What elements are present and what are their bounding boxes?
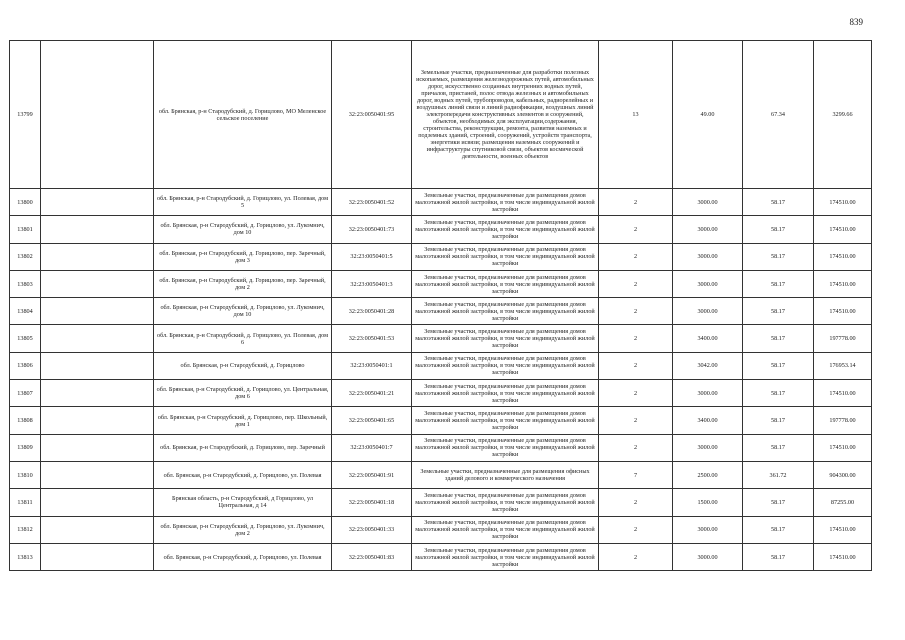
table-row	[10, 243, 872, 270]
cell-cadastral-number: 32:23:0050401:7	[332, 434, 412, 461]
cell-address: обл. Брянская, р-н Стародубский, д. Горицлово	[154, 352, 332, 379]
cell-permitted-use: Земельные участки, предназначенные для размещения домов малоэтажной жилой застройки, в том числе индивидуальной жилой застройки	[412, 543, 599, 570]
cell-record-id: 13802	[10, 243, 41, 270]
cell-empty	[41, 216, 154, 243]
cell-permitted-use: Земельные участки, предназначенные для размещения домов малоэтажной жилой застройки, в том числе индивидуальной жилой застройки	[412, 189, 599, 216]
cell-cadastral-number: 32:23:0050401:3	[332, 270, 412, 297]
cell-area: 3000.00	[673, 243, 743, 270]
cell-cadastral-number: 32:23:0050401:52	[332, 189, 412, 216]
cell-record-id: 13800	[10, 189, 41, 216]
table-row	[10, 407, 872, 434]
table-row	[10, 298, 872, 325]
cell-area: 1500.00	[673, 489, 743, 516]
table-row	[10, 489, 872, 516]
cell-cadastral-number: 32:23:0050401:18	[332, 489, 412, 516]
table-row	[10, 434, 872, 461]
cell-cadastral-number: 32:23:0050401:73	[332, 216, 412, 243]
table-row	[10, 41, 872, 189]
cell-address: обл. Брянская, р-н Стародубский, д. Горицлово, ул. Лукомнич, дом 10	[154, 298, 332, 325]
cell-cadastral-value: 174510.00	[814, 270, 872, 297]
table-row	[10, 461, 872, 488]
cell-area: 3000.00	[673, 216, 743, 243]
cell-area: 3000.00	[673, 543, 743, 570]
cell-address: обл. Брянская, р-н Стародубский, д. Горицлово, МО Меленское сельское поселение	[154, 41, 332, 189]
cell-use-group: 2	[599, 298, 673, 325]
cell-cadastral-value: 87255.00	[814, 489, 872, 516]
cell-cadastral-value: 174510.00	[814, 243, 872, 270]
cell-permitted-use: Земельные участки, предназначенные для размещения домов малоэтажной жилой застройки, в том числе индивидуальной жилой застройки	[412, 516, 599, 543]
cell-address: обл. Брянская, р-н Стародубский, д. Горицлово, ул. Полевая	[154, 461, 332, 488]
cell-record-id: 13808	[10, 407, 41, 434]
cell-empty	[41, 434, 154, 461]
cell-cadastral-value: 3299.66	[814, 41, 872, 189]
table-row	[10, 352, 872, 379]
cell-cadastral-number: 32:23:0050401:91	[332, 461, 412, 488]
cell-cadastral-number: 32:23:0050401:83	[332, 543, 412, 570]
cell-area: 3042.00	[673, 352, 743, 379]
cell-record-id: 13801	[10, 216, 41, 243]
cell-address: Брянская область, р-н Стародубский, д Горицлово, ул Центральная, д 14	[154, 489, 332, 516]
cell-permitted-use: Земельные участки, предназначенные для размещения домов малоэтажной жилой застройки, в том числе индивидуальной жилой застройки	[412, 325, 599, 352]
cell-use-group: 2	[599, 325, 673, 352]
cell-use-group: 2	[599, 407, 673, 434]
cell-cadastral-value: 174510.00	[814, 380, 872, 407]
cell-permitted-use: Земельные участки, предназначенные для размещения офисных зданий делового и коммерческого назначения	[412, 461, 599, 488]
cell-cadastral-value: 174510.00	[814, 543, 872, 570]
table-body	[10, 41, 872, 571]
cell-cadastral-number: 32:23:0050401:33	[332, 516, 412, 543]
cell-specific-value: 58.17	[743, 352, 814, 379]
cell-record-id: 13799	[10, 41, 41, 189]
cell-use-group: 2	[599, 216, 673, 243]
cell-specific-value: 58.17	[743, 543, 814, 570]
cell-specific-value: 361.72	[743, 461, 814, 488]
cell-empty	[41, 189, 154, 216]
table-row	[10, 516, 872, 543]
cell-specific-value: 58.17	[743, 298, 814, 325]
cell-cadastral-value: 174510.00	[814, 189, 872, 216]
cell-empty	[41, 352, 154, 379]
cell-use-group: 2	[599, 489, 673, 516]
cell-permitted-use: Земельные участки, предназначенные для размещения домов малоэтажной жилой застройки, в том числе индивидуальной жилой застройки	[412, 434, 599, 461]
cell-address: обл. Брянская, р-н Стародубский, д. Горицлово, ул. Полевая	[154, 543, 332, 570]
cell-area: 3000.00	[673, 189, 743, 216]
cell-specific-value: 58.17	[743, 270, 814, 297]
cell-record-id: 13806	[10, 352, 41, 379]
cell-empty	[41, 325, 154, 352]
cell-cadastral-value: 174510.00	[814, 434, 872, 461]
cell-cadastral-number: 32:23:0050401:65	[332, 407, 412, 434]
cell-use-group: 2	[599, 434, 673, 461]
cell-specific-value: 58.17	[743, 489, 814, 516]
cell-specific-value: 58.17	[743, 325, 814, 352]
cell-empty	[41, 516, 154, 543]
cell-record-id: 13810	[10, 461, 41, 488]
cell-area: 3000.00	[673, 516, 743, 543]
cadastral-value-table	[9, 40, 872, 571]
cell-use-group: 2	[599, 243, 673, 270]
cell-permitted-use: Земельные участки, предназначенные для размещения домов малоэтажной жилой застройки, в том числе индивидуальной жилой застройки	[412, 243, 599, 270]
cell-empty	[41, 243, 154, 270]
cell-specific-value: 58.17	[743, 380, 814, 407]
cell-cadastral-value: 174510.00	[814, 516, 872, 543]
cell-area: 3400.00	[673, 325, 743, 352]
cell-use-group: 2	[599, 270, 673, 297]
cell-record-id: 13807	[10, 380, 41, 407]
cell-cadastral-number: 32:23:0050401:5	[332, 243, 412, 270]
cell-cadastral-value: 904300.00	[814, 461, 872, 488]
cell-cadastral-value: 174510.00	[814, 298, 872, 325]
cell-use-group: 7	[599, 461, 673, 488]
cell-specific-value: 58.17	[743, 216, 814, 243]
cell-empty	[41, 298, 154, 325]
cell-record-id: 13803	[10, 270, 41, 297]
cell-permitted-use: Земельные участки, предназначенные для размещения домов малоэтажной жилой застройки, в том числе индивидуальной жилой застройки	[412, 216, 599, 243]
cell-cadastral-value: 176953.14	[814, 352, 872, 379]
cell-use-group: 2	[599, 189, 673, 216]
cell-area: 3000.00	[673, 298, 743, 325]
cell-permitted-use: Земельные участки, предназначенные для размещения домов малоэтажной жилой застройки, в том числе индивидуальной жилой застройки	[412, 407, 599, 434]
cell-cadastral-value: 197778.00	[814, 325, 872, 352]
cell-permitted-use: Земельные участки, предназначенные для размещения домов малоэтажной жилой застройки, в том числе индивидуальной жилой застройки	[412, 380, 599, 407]
table-row	[10, 216, 872, 243]
cell-record-id: 13812	[10, 516, 41, 543]
table-row	[10, 270, 872, 297]
cell-permitted-use: Земельные участки, предназначенные для разработки полезных ископаемых, размещения железнодорожных путей, автомобильных дорог, искусственно созданных внутренних водных путей, причалов, пристаней, полос отвода железных и автомобильных дорог, водных путей, трубопроводов, кабельных, радиорелейных и воздушных линий связи и линий радиофикации, воздушных линий электропередачи конструктивных элементов и сооружений, объектов, необходимых для эксплуатации,содержания, строительства, реконструкции, ремонта, развития наземных и подземных зданий, строений, сооружений, устройств транспорта, энергетики исвязи; размещения наземных сооружений и инфраструктуры спутниковой связи, объектов космической деятельности, военных объектов	[412, 41, 599, 189]
cell-empty	[41, 41, 154, 189]
cell-cadastral-value: 197778.00	[814, 407, 872, 434]
cell-address: обл. Брянская, р-н Стародубский, д. Горицлово, ул. Лукомнич, дом 10	[154, 216, 332, 243]
cell-permitted-use: Земельные участки, предназначенные для размещения домов малоэтажной жилой застройки, в том числе индивидуальной жилой застройки	[412, 352, 599, 379]
cell-empty	[41, 270, 154, 297]
cell-record-id: 13805	[10, 325, 41, 352]
cell-empty	[41, 489, 154, 516]
cell-area: 3400.00	[673, 407, 743, 434]
cell-record-id: 13804	[10, 298, 41, 325]
cell-permitted-use: Земельные участки, предназначенные для размещения домов малоэтажной жилой застройки, в том числе индивидуальной жилой застройки	[412, 298, 599, 325]
cell-cadastral-value: 174510.00	[814, 216, 872, 243]
cell-address: обл. Брянская, р-н Стародубский, д. Горицлово, пер. Заречный	[154, 434, 332, 461]
cell-empty	[41, 461, 154, 488]
table-row	[10, 543, 872, 570]
page-number: 839	[849, 17, 863, 27]
cell-address: обл. Брянская, р-н Стародубский, д. Горицлово, ул. Полевая, дом 6	[154, 325, 332, 352]
cell-record-id: 13813	[10, 543, 41, 570]
cell-specific-value: 58.17	[743, 516, 814, 543]
cell-address: обл. Брянская, р-н Стародубский, д. Горицлово, ул. Лукомнич, дом 2	[154, 516, 332, 543]
cell-permitted-use: Земельные участки, предназначенные для размещения домов малоэтажной жилой застройки, в том числе индивидуальной жилой застройки	[412, 489, 599, 516]
cell-use-group: 13	[599, 41, 673, 189]
cell-area: 49.00	[673, 41, 743, 189]
cell-specific-value: 58.17	[743, 243, 814, 270]
cell-cadastral-number: 32:23:0050401:28	[332, 298, 412, 325]
cell-record-id: 13809	[10, 434, 41, 461]
cell-specific-value: 58.17	[743, 407, 814, 434]
cell-address: обл. Брянская, р-н Стародубский, д. Горицлово, пер. Заречный, дом 2	[154, 270, 332, 297]
cell-permitted-use: Земельные участки, предназначенные для размещения домов малоэтажной жилой застройки, в том числе индивидуальной жилой застройки	[412, 270, 599, 297]
cell-specific-value: 58.17	[743, 434, 814, 461]
cell-cadastral-number: 32:23:0050401:95	[332, 41, 412, 189]
cell-area: 2500.00	[673, 461, 743, 488]
cell-use-group: 2	[599, 543, 673, 570]
cell-cadastral-number: 32:23:0050401:53	[332, 325, 412, 352]
cell-address: обл. Брянская, р-н Стародубский, д. Горицлово, пер. Школьный, дом 1	[154, 407, 332, 434]
cell-empty	[41, 380, 154, 407]
cell-empty	[41, 543, 154, 570]
cell-area: 3000.00	[673, 270, 743, 297]
cell-cadastral-number: 32:23:0050401:21	[332, 380, 412, 407]
cell-empty	[41, 407, 154, 434]
cell-address: обл. Брянская, р-н Стародубский, д. Горицлово, пер. Заречный, дом 3	[154, 243, 332, 270]
cell-area: 3000.00	[673, 434, 743, 461]
cell-use-group: 2	[599, 516, 673, 543]
cell-cadastral-number: 32:23:0050401:1	[332, 352, 412, 379]
cell-record-id: 13811	[10, 489, 41, 516]
cell-use-group: 2	[599, 380, 673, 407]
cell-specific-value: 67.34	[743, 41, 814, 189]
cell-use-group: 2	[599, 352, 673, 379]
table-row	[10, 189, 872, 216]
cell-address: обл. Брянская, р-н Стародубский, д. Горицлово, ул. Полевая, дом 5	[154, 189, 332, 216]
cell-address: обл. Брянская, р-н Стародубский, д. Горицлово, ул. Центральная, дом 6	[154, 380, 332, 407]
cell-area: 3000.00	[673, 380, 743, 407]
cell-specific-value: 58.17	[743, 189, 814, 216]
table-row	[10, 325, 872, 352]
table-row	[10, 380, 872, 407]
